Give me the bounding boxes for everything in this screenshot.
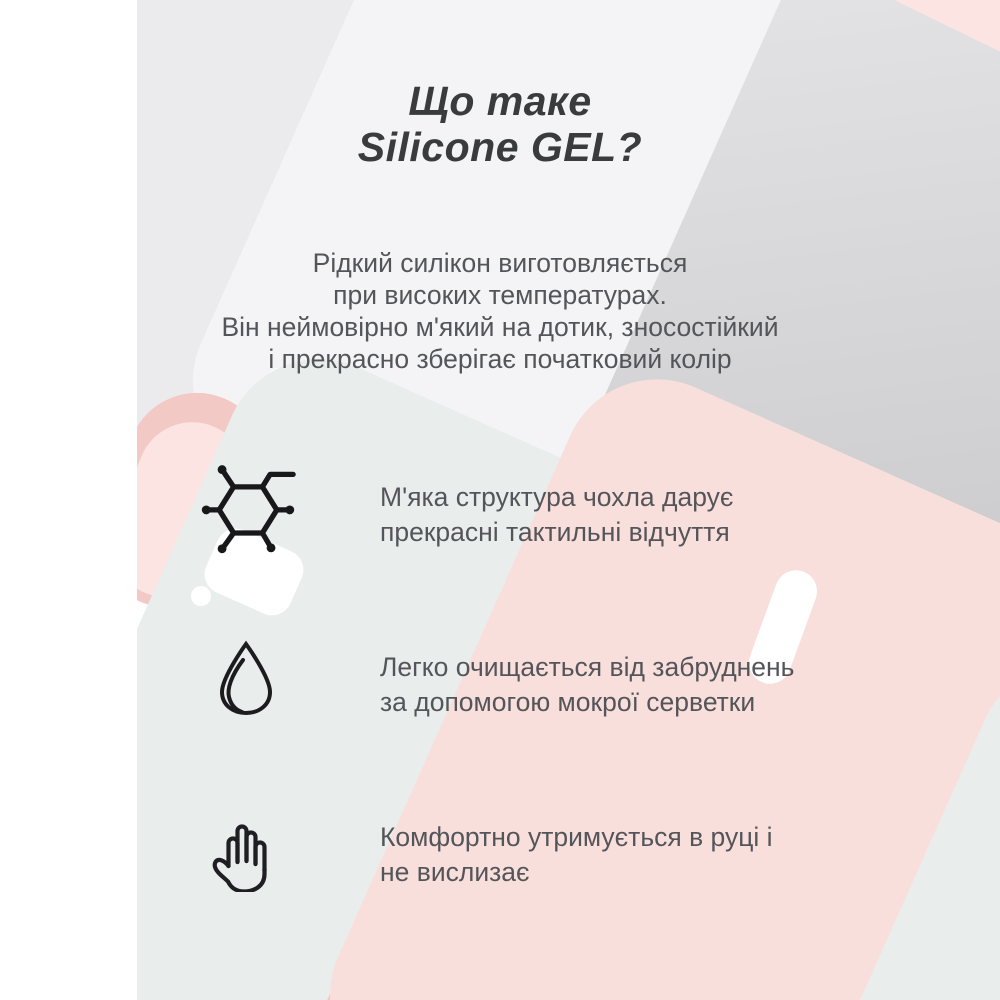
feature-row-easy-clean	[380, 650, 794, 720]
intro-line-4: і прекрасно зберігає початковий колір	[268, 344, 732, 374]
water-drop-icon	[216, 640, 276, 716]
title-line-2: Silicone GEL?	[357, 124, 643, 170]
feature-2-line-1: Легко очищається від забруднень	[380, 652, 795, 682]
bg-camera-dot-3	[191, 586, 211, 606]
feature-row-soft-structure	[380, 480, 733, 550]
intro-paragraph	[0, 247, 1000, 375]
title-line-1: Що таке	[408, 78, 592, 124]
feature-row-comfort-grip	[380, 820, 773, 890]
feature-3-line-1: Комфортно утримується в руці і	[380, 822, 773, 852]
page-title	[0, 78, 1000, 170]
hand-icon	[210, 814, 274, 892]
intro-line-1: Рідкий силікон виготовляється	[312, 248, 688, 278]
feature-3-line-2: не вислизає	[380, 857, 530, 887]
feature-1-line-1: М'яка структура чохла дарує	[380, 482, 734, 512]
feature-2-line-2: за допомогою мокрої серветки	[380, 687, 756, 717]
intro-line-3: Він неймовірно м'який на дотик, зносостійкий	[221, 312, 779, 342]
intro-line-2: при високих температурах.	[333, 280, 667, 310]
molecule-icon	[200, 460, 296, 556]
feature-1-line-2: прекрасні тактильні відчуття	[380, 517, 730, 547]
